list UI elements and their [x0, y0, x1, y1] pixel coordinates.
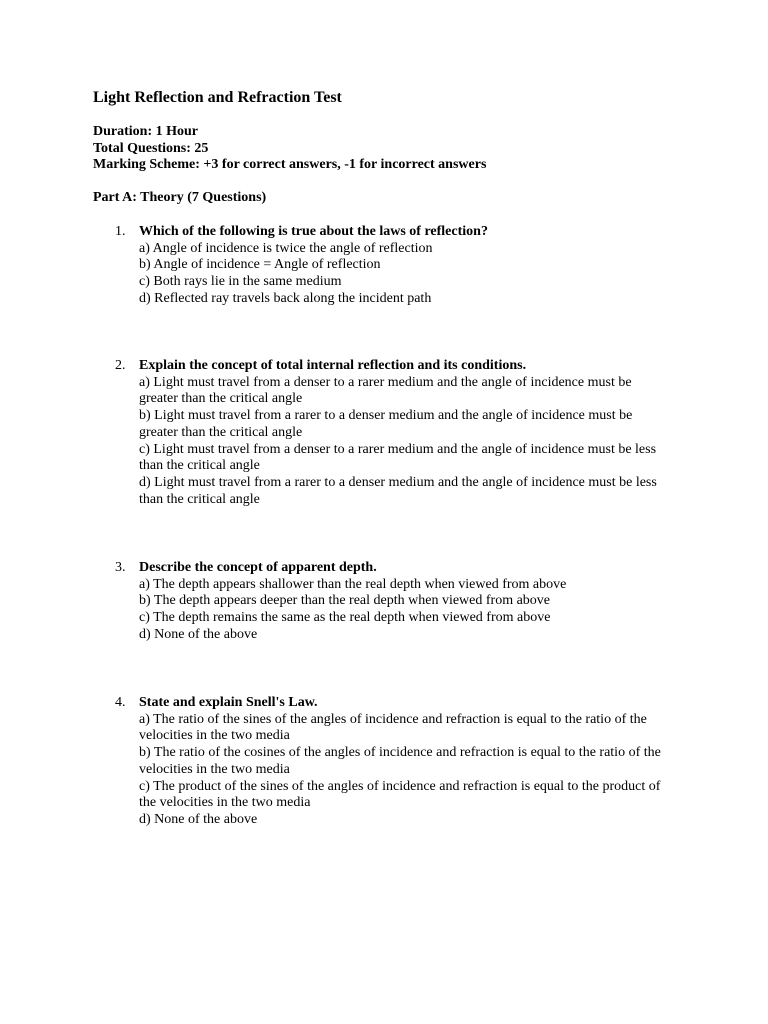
- duration-text: Duration: 1 Hour: [93, 124, 198, 139]
- option-d: d) Reflected ray travels back along the incident path: [139, 290, 432, 306]
- option-d: d) None of the above: [139, 811, 258, 827]
- option-a: a) The ratio of the sines of the angles of incidence and refraction is equal to the ratio of the velocities in the two media: [139, 711, 647, 744]
- option-a: a) The depth appears shallower than the real depth when viewed from above: [139, 576, 567, 592]
- option-d: d) None of the above: [139, 626, 258, 642]
- question-number: 3.: [115, 560, 126, 575]
- document-title: Light Reflection and Refraction Test: [93, 89, 342, 106]
- option-c: c) The product of the sines of the angles of incidence and refraction is equal to the product of the velocities in the two media: [139, 778, 661, 811]
- question-number: 4.: [115, 695, 126, 710]
- option-a: a) Angle of incidence is twice the angle of reflection: [139, 240, 433, 256]
- option-a: a) Light must travel from a denser to a rarer medium and the angle of incidence must be greater than the critical angle: [139, 374, 632, 407]
- option-c: c) Both rays lie in the same medium: [139, 274, 342, 290]
- question-number: 2.: [115, 358, 126, 373]
- test-info: [93, 124, 486, 174]
- option-c: c) Light must travel from a denser to a rarer medium and the angle of incidence must be less than the critical angle: [139, 441, 657, 474]
- marking-scheme-text: Marking Scheme: +3 for correct answers, -1 for incorrect answers: [93, 157, 487, 173]
- question-text: Explain the concept of total internal reflection and its conditions.: [139, 358, 527, 373]
- question-text: Which of the following is true about the laws of reflection?: [139, 224, 488, 239]
- question-number: 1.: [115, 224, 126, 239]
- option-b: b) Angle of incidence = Angle of reflection: [139, 257, 381, 273]
- total-questions-text: Total Questions: 25: [93, 140, 209, 156]
- option-d: d) Light must travel from a rarer to a denser medium and the angle of incidence must be less than the critical angle: [139, 474, 657, 507]
- option-c: c) The depth remains the same as the real depth when viewed from above: [139, 610, 551, 626]
- question-text: Describe the concept of apparent depth.: [139, 560, 377, 575]
- option-b: b) The ratio of the cosines of the angles of incidence and refraction is equal to the ratio of the velocities in the two media: [139, 745, 661, 777]
- option-b: b) Light must travel from a rarer to a denser medium and the angle of incidence must be greater than the critical angle: [139, 408, 633, 440]
- part-heading: Part A: Theory (7 Questions): [93, 190, 267, 205]
- document-page: [93, 0, 673, 1024]
- question-text: State and explain Snell's Law.: [139, 695, 318, 710]
- option-b: b) The depth appears deeper than the real depth when viewed from above: [139, 593, 551, 609]
